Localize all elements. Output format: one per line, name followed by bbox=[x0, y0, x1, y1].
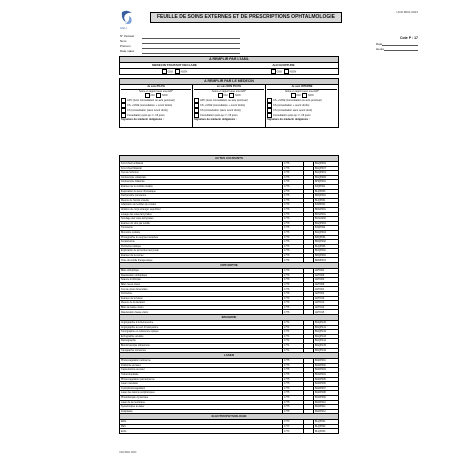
field-label: Heure bbox=[376, 47, 385, 51]
act-code: 1776 bbox=[283, 244, 304, 249]
section-title: A REMPLIR PAR LE MEDECIN bbox=[120, 79, 338, 85]
act-ccam-code: BGQP141 bbox=[314, 325, 339, 330]
act-ccam-code: AMY008 bbox=[314, 282, 339, 287]
consult-label: CS (consultation + ouvrir droits) bbox=[273, 104, 310, 108]
section-title: A REMPLIR PAR L'IAML bbox=[120, 57, 338, 63]
consult-label: Consultation post-op => 15 jours bbox=[127, 114, 165, 118]
act-label: Examen du vitré par lentille bbox=[120, 221, 283, 226]
consult-label: APC (1ère Consultation ou avis ponctuel) bbox=[200, 99, 248, 103]
act-code: 1775 bbox=[283, 359, 304, 364]
consult-label: CS + MCE (consultation + ouvrir droits) bbox=[200, 104, 246, 108]
field-label: Date bbox=[376, 42, 383, 46]
act-code: 1776 bbox=[283, 287, 304, 292]
section-header: LASER bbox=[120, 353, 339, 359]
doctor-column bbox=[193, 85, 266, 127]
act-label: Laser de la membrane bbox=[120, 400, 283, 405]
ald-non-checkbox[interactable] bbox=[284, 69, 289, 74]
act-code: 1775 bbox=[283, 395, 304, 400]
act-ccam-code: BGQP004 bbox=[314, 230, 339, 235]
doctor-declared-label: MEDECIN TRAITANT DECLARE bbox=[152, 63, 197, 67]
act-label: Rééducation orthoptique bbox=[120, 273, 283, 278]
act-ccam-code: BGQP146 bbox=[314, 348, 339, 353]
option-label: NON bbox=[180, 68, 188, 73]
act-label: Biomicroscopie ultrasonore bbox=[120, 343, 283, 348]
act-label: Lavage des voies lacrymales bbox=[120, 212, 283, 217]
column-subheader: Soins en rapport avec une ALD* bbox=[211, 89, 247, 93]
act-code: 1775 bbox=[283, 391, 304, 396]
option-label: NON bbox=[235, 94, 241, 98]
act-label: Adaptation de lentilles de contact bbox=[120, 203, 283, 208]
section-header: ACTES COURANTS bbox=[120, 156, 339, 162]
ald-label: ALD ECRITURE bbox=[272, 63, 295, 67]
act-code: 1776 bbox=[283, 282, 304, 287]
act-ccam-code: AMY014 bbox=[314, 305, 339, 310]
option-label: OUI bbox=[276, 68, 282, 73]
act-ccam-code: BGNP001 bbox=[314, 359, 339, 364]
act-code: 1776 bbox=[283, 221, 304, 226]
option-label: OUI bbox=[150, 94, 155, 98]
act-code: 1776 bbox=[283, 249, 304, 254]
act-ccam-code: BGQP140 bbox=[314, 321, 339, 326]
act-code: 1775 bbox=[283, 405, 304, 410]
act-label: Examen de la motilité oculaire bbox=[120, 184, 283, 189]
act-code: 1774 bbox=[283, 343, 304, 348]
act-ccam-code: BCQP001 bbox=[314, 249, 339, 254]
act-label: Bilan de basse vision bbox=[120, 305, 283, 310]
act-label: Examen de la fusion bbox=[120, 296, 283, 301]
act-code: 1776 bbox=[283, 180, 304, 185]
act-code: 1774 bbox=[283, 325, 304, 330]
date-block bbox=[376, 42, 418, 52]
act-label: Exploration du sens chromatique bbox=[120, 189, 283, 194]
act-label: Périmétrie statique bbox=[120, 244, 283, 249]
act-label: Fond d'oeil unilatéral bbox=[120, 162, 283, 167]
act-label: Iridotomie au laser bbox=[120, 363, 283, 368]
act-ccam-code: BLQP003 bbox=[314, 429, 339, 434]
name-field[interactable] bbox=[142, 40, 240, 44]
act-label: Cyclophotocoagulation bbox=[120, 386, 283, 391]
act-label: Gonioscopie bilatérale bbox=[120, 180, 283, 185]
act-ccam-code: AMY010 bbox=[314, 296, 339, 301]
act-code: 1776 bbox=[283, 203, 304, 208]
act-label: Photothérapie dynamique bbox=[120, 395, 283, 400]
act-ccam-code: BGNP009 bbox=[314, 395, 339, 400]
act-ccam-code: BLQP001 bbox=[314, 198, 339, 203]
act-row[interactable] bbox=[120, 429, 339, 434]
act-label: Pachymétrie cornéenne bbox=[120, 194, 283, 199]
act-code: 1776 bbox=[283, 292, 304, 297]
field-label: Date naiss bbox=[120, 49, 135, 53]
consult-label: APC (1ère Consultation ou avis ponctuel) bbox=[127, 99, 175, 103]
act-ccam-code: BDGP001 bbox=[314, 207, 339, 212]
act-label: Rééducation basse vision bbox=[120, 310, 283, 315]
act-label: Gonioscopie unilatérale bbox=[120, 175, 283, 180]
birthdate-field[interactable] bbox=[142, 50, 240, 54]
act-code: 1776 bbox=[283, 305, 304, 310]
logo-text: CHU bbox=[120, 26, 127, 30]
act-ccam-code: BLQP003 bbox=[314, 189, 339, 194]
act-ccam-code: BLQP006 bbox=[314, 244, 339, 249]
footer-reference: UGD.8001.0023 bbox=[119, 451, 137, 454]
act-code: 1776 bbox=[283, 212, 304, 217]
act-code: 1776 bbox=[283, 230, 304, 235]
hospital-logo-icon bbox=[118, 10, 136, 26]
section-header: ELECTROPHYSIOLOGIE bbox=[120, 414, 339, 420]
act-ccam-code: BGNP011 bbox=[314, 405, 339, 410]
act-ccam-code: AMY006 bbox=[314, 273, 339, 278]
act-code: 1775 bbox=[283, 377, 304, 382]
act-ccam-code: BHQP001 bbox=[314, 180, 339, 185]
act-label: Test de Schirmer bbox=[120, 171, 283, 176]
act-ccam-code: BGNP002 bbox=[314, 363, 339, 368]
column-subheader: Soins en rapport avec une ALD* bbox=[284, 89, 320, 93]
act-ccam-code: BJMP001 bbox=[314, 203, 339, 208]
act-code: 1776 bbox=[283, 269, 304, 274]
signature-label[interactable]: Signature du médecin obligatoire : bbox=[121, 118, 164, 122]
field-label: Nom bbox=[120, 39, 127, 43]
option-label: OUI bbox=[223, 94, 228, 98]
doctor-column bbox=[266, 85, 338, 127]
act-label: Examen de la cornée bbox=[120, 253, 283, 258]
consult-label: Consultation post-op => 15 jours bbox=[200, 114, 238, 118]
act-ccam-code: BGQP003 bbox=[314, 221, 339, 226]
act-ccam-code: BDQP001 bbox=[314, 194, 339, 199]
act-code: 1774 bbox=[283, 334, 304, 339]
act-code: 1776 bbox=[283, 258, 304, 263]
column-header: Je suis PO-PH bbox=[121, 85, 191, 90]
act-label: Trabéculoplastie bbox=[120, 372, 283, 377]
act-code: 1775 bbox=[283, 372, 304, 377]
act-label: Kératométrie bbox=[120, 240, 283, 245]
act-checkbox[interactable] bbox=[304, 429, 314, 434]
page-title: FEUILLE DE SOINS EXTERNES ET DE PRESCRIPTIONS OPHTALMOLOGIE bbox=[150, 12, 342, 23]
act-code: 1776 bbox=[283, 310, 304, 315]
act-ccam-code: BCGA002 bbox=[314, 217, 339, 222]
act-code: 1776 bbox=[283, 207, 304, 212]
act-code: 1773 bbox=[283, 424, 304, 429]
act-label: Échographie oculaire bbox=[120, 334, 283, 339]
act-label: Synéchiolyse au laser bbox=[120, 405, 283, 410]
option-label: NON bbox=[289, 68, 297, 73]
act-ccam-code: BGQP002 bbox=[314, 162, 339, 167]
act-code: 1776 bbox=[283, 235, 304, 240]
signature-label[interactable]: Signature du médecin obligatoire : bbox=[267, 118, 310, 122]
doctor-oui-checkbox[interactable] bbox=[162, 69, 167, 74]
act-code: 1774 bbox=[283, 339, 304, 344]
act-label: Bilan orthoptique bbox=[120, 269, 283, 274]
act-code: 1776 bbox=[283, 217, 304, 222]
act-ccam-code: BGQP144 bbox=[314, 339, 339, 344]
doctor-grid bbox=[120, 85, 338, 127]
act-ccam-code: BJQP001 bbox=[314, 184, 339, 189]
act-code: 1775 bbox=[283, 363, 304, 368]
act-ccam-code: BJQP002 bbox=[314, 226, 339, 231]
option-label: OUI bbox=[167, 68, 173, 73]
cote-label: Cote P : 17 bbox=[399, 36, 418, 40]
act-label: Photographie du segment antérieur bbox=[120, 235, 283, 240]
act-label: Test de vision binoculaire bbox=[120, 287, 283, 292]
act-ccam-code: AMY003 bbox=[314, 278, 339, 283]
act-label: Laser maculaire bbox=[120, 382, 283, 387]
act-label: Capsulotomie au laser bbox=[120, 368, 283, 373]
act-code: 1776 bbox=[283, 296, 304, 301]
act-code: 1776 bbox=[283, 194, 304, 199]
act-code: 1776 bbox=[283, 184, 304, 189]
option-label: NON bbox=[308, 94, 314, 98]
consult-label: CS + MCE (Consultation ou avis ponctuel) bbox=[273, 99, 322, 103]
firstname-field[interactable] bbox=[142, 45, 240, 49]
act-ccam-code: AMY012 bbox=[314, 301, 339, 306]
act-label: Angiographie à la fluorescéine bbox=[120, 321, 283, 326]
act-ccam-code: BGQP145 bbox=[314, 343, 339, 348]
patient-id-block bbox=[120, 34, 240, 54]
option-label: OUI bbox=[296, 94, 301, 98]
act-ccam-code: BZQP001 bbox=[314, 235, 339, 240]
act-ccam-code: AMY002 bbox=[314, 292, 339, 297]
act-label: Exploration de la fonction lacrymale bbox=[120, 249, 283, 254]
act-code: 1773 bbox=[283, 429, 304, 434]
act-code: 1776 bbox=[283, 175, 304, 180]
act-label: EOG bbox=[120, 429, 283, 434]
act-ccam-code: AMY001 bbox=[314, 287, 339, 292]
doctor-section bbox=[119, 78, 339, 128]
column-header: Je suis NON PO-PH bbox=[194, 85, 264, 90]
consult-label: CS (consultation (sans ouvrir droit)) bbox=[200, 109, 241, 113]
section-header: IMAGERIE bbox=[120, 315, 339, 321]
act-ccam-code: AMY015 bbox=[314, 310, 339, 315]
act-ccam-code: BGNP012 bbox=[314, 409, 339, 414]
act-ccam-code: BGNP006 bbox=[314, 382, 339, 387]
act-ccam-code: BGNP008 bbox=[314, 391, 339, 396]
act-ccam-code: BLQP001 bbox=[314, 420, 339, 425]
act-ccam-code: BGNP004 bbox=[314, 372, 339, 377]
act-code: 1776 bbox=[283, 226, 304, 231]
time-field[interactable] bbox=[384, 47, 418, 51]
act-code: 1775 bbox=[283, 386, 304, 391]
act-code: 1774 bbox=[283, 321, 304, 326]
doctor-non-checkbox[interactable] bbox=[175, 69, 180, 74]
act-label: Périmétrie bbox=[120, 292, 283, 297]
act-code: 1776 bbox=[283, 171, 304, 176]
act-ccam-code: BGQP142 bbox=[314, 330, 339, 335]
act-label: Pose de lentille thérapeutique bbox=[120, 258, 283, 263]
act-label: Laser des lésions périphériques bbox=[120, 391, 283, 396]
act-code: 1775 bbox=[283, 368, 304, 373]
act-label: Angiographie au vert d'indocyanine bbox=[120, 325, 283, 330]
act-label: Iridoplastie bbox=[120, 409, 283, 414]
column-header: Je suis INTERNE bbox=[267, 85, 337, 90]
act-ccam-code: BGQP006 bbox=[314, 175, 339, 180]
act-code: 1775 bbox=[283, 382, 304, 387]
act-code: 1776 bbox=[283, 301, 304, 306]
act-ccam-code: BDQP003 bbox=[314, 253, 339, 258]
act-code: 1776 bbox=[283, 240, 304, 245]
form-reference: UGD.8001.0023 bbox=[396, 10, 418, 14]
act-code: 1775 bbox=[283, 400, 304, 405]
act-label: Ablation de corps étranger superficiel bbox=[120, 207, 283, 212]
field-label: N° Dossier bbox=[120, 34, 135, 38]
act-label: Mesure de l'acuité visuelle bbox=[120, 198, 283, 203]
act-label: ERG bbox=[120, 420, 283, 425]
act-code: 1776 bbox=[283, 253, 304, 258]
act-code: 1773 bbox=[283, 420, 304, 425]
field-label: Prénom bbox=[120, 44, 131, 48]
act-code: 1774 bbox=[283, 330, 304, 335]
ald-oui-checkbox[interactable] bbox=[271, 69, 276, 74]
act-ccam-code: AMY004 bbox=[314, 269, 339, 274]
consult-label: Consultation post-op => 15 jours bbox=[273, 114, 311, 118]
act-ccam-code: BGQP001 bbox=[314, 171, 339, 176]
section-header: ORTHOPTIE bbox=[120, 263, 339, 269]
act-label: Sondage des voies lacrymales bbox=[120, 217, 283, 222]
act-label: PEV bbox=[120, 424, 283, 429]
act-code: 1776 bbox=[283, 166, 304, 171]
act-label: Fond d'oeil bilatéral bbox=[120, 166, 283, 171]
iaml-section bbox=[119, 56, 339, 75]
act-ccam-code: BLQP002 bbox=[314, 424, 339, 429]
act-ccam-code: BGNP007 bbox=[314, 386, 339, 391]
act-label: Mesure de la déviation bbox=[120, 301, 283, 306]
column-subheader: Soins en rapport avec une ALD* bbox=[138, 89, 174, 93]
act-ccam-code: BDQP002 bbox=[314, 240, 339, 245]
act-code: 1776 bbox=[283, 162, 304, 167]
act-label: Photocoagulation rétinienne bbox=[120, 359, 283, 364]
acts-table bbox=[119, 155, 339, 434]
act-code: 1776 bbox=[283, 189, 304, 194]
act-code: 1775 bbox=[283, 409, 304, 414]
patient-number-field[interactable] bbox=[142, 35, 240, 39]
act-ccam-code: BGNP005 bbox=[314, 377, 339, 382]
consult-label: CS (consultation sans ouvrir droit) bbox=[273, 109, 313, 113]
act-label: Tonométrie bbox=[120, 226, 283, 231]
act-code: 1776 bbox=[283, 198, 304, 203]
act-ccam-code: BDMP001 bbox=[314, 258, 339, 263]
act-label: Photocoagulation panrétinienne bbox=[120, 377, 283, 382]
act-ccam-code: BGNP010 bbox=[314, 400, 339, 405]
act-label: Bilan neuro-visuel bbox=[120, 282, 283, 287]
doctor-column bbox=[120, 85, 193, 127]
act-code: 1774 bbox=[283, 348, 304, 353]
signature-label[interactable]: Signature du médecin obligatoire : bbox=[194, 118, 237, 122]
act-code: 1776 bbox=[283, 278, 304, 283]
act-ccam-code: BCGP001 bbox=[314, 212, 339, 217]
act-ccam-code: BGNP003 bbox=[314, 368, 339, 373]
consult-label: CS (consultation (sans ouvrir droit)) bbox=[127, 109, 168, 113]
act-ccam-code: BGQP143 bbox=[314, 334, 339, 339]
option-label: NON bbox=[162, 94, 168, 98]
act-ccam-code: BGQP007 bbox=[314, 166, 339, 171]
act-label: Tomographie en cohérence optique bbox=[120, 330, 283, 335]
consult-label: CS + MCE (consultation + ouvrir droits) bbox=[127, 104, 173, 108]
date-field[interactable] bbox=[382, 42, 418, 46]
act-label: Biométrie oculaire bbox=[120, 230, 283, 235]
act-code: 1776 bbox=[283, 273, 304, 278]
act-label: Séance d'orthoptie bbox=[120, 278, 283, 283]
act-label: Rétinographie bbox=[120, 339, 283, 344]
act-label: Topographie cornéenne bbox=[120, 348, 283, 353]
